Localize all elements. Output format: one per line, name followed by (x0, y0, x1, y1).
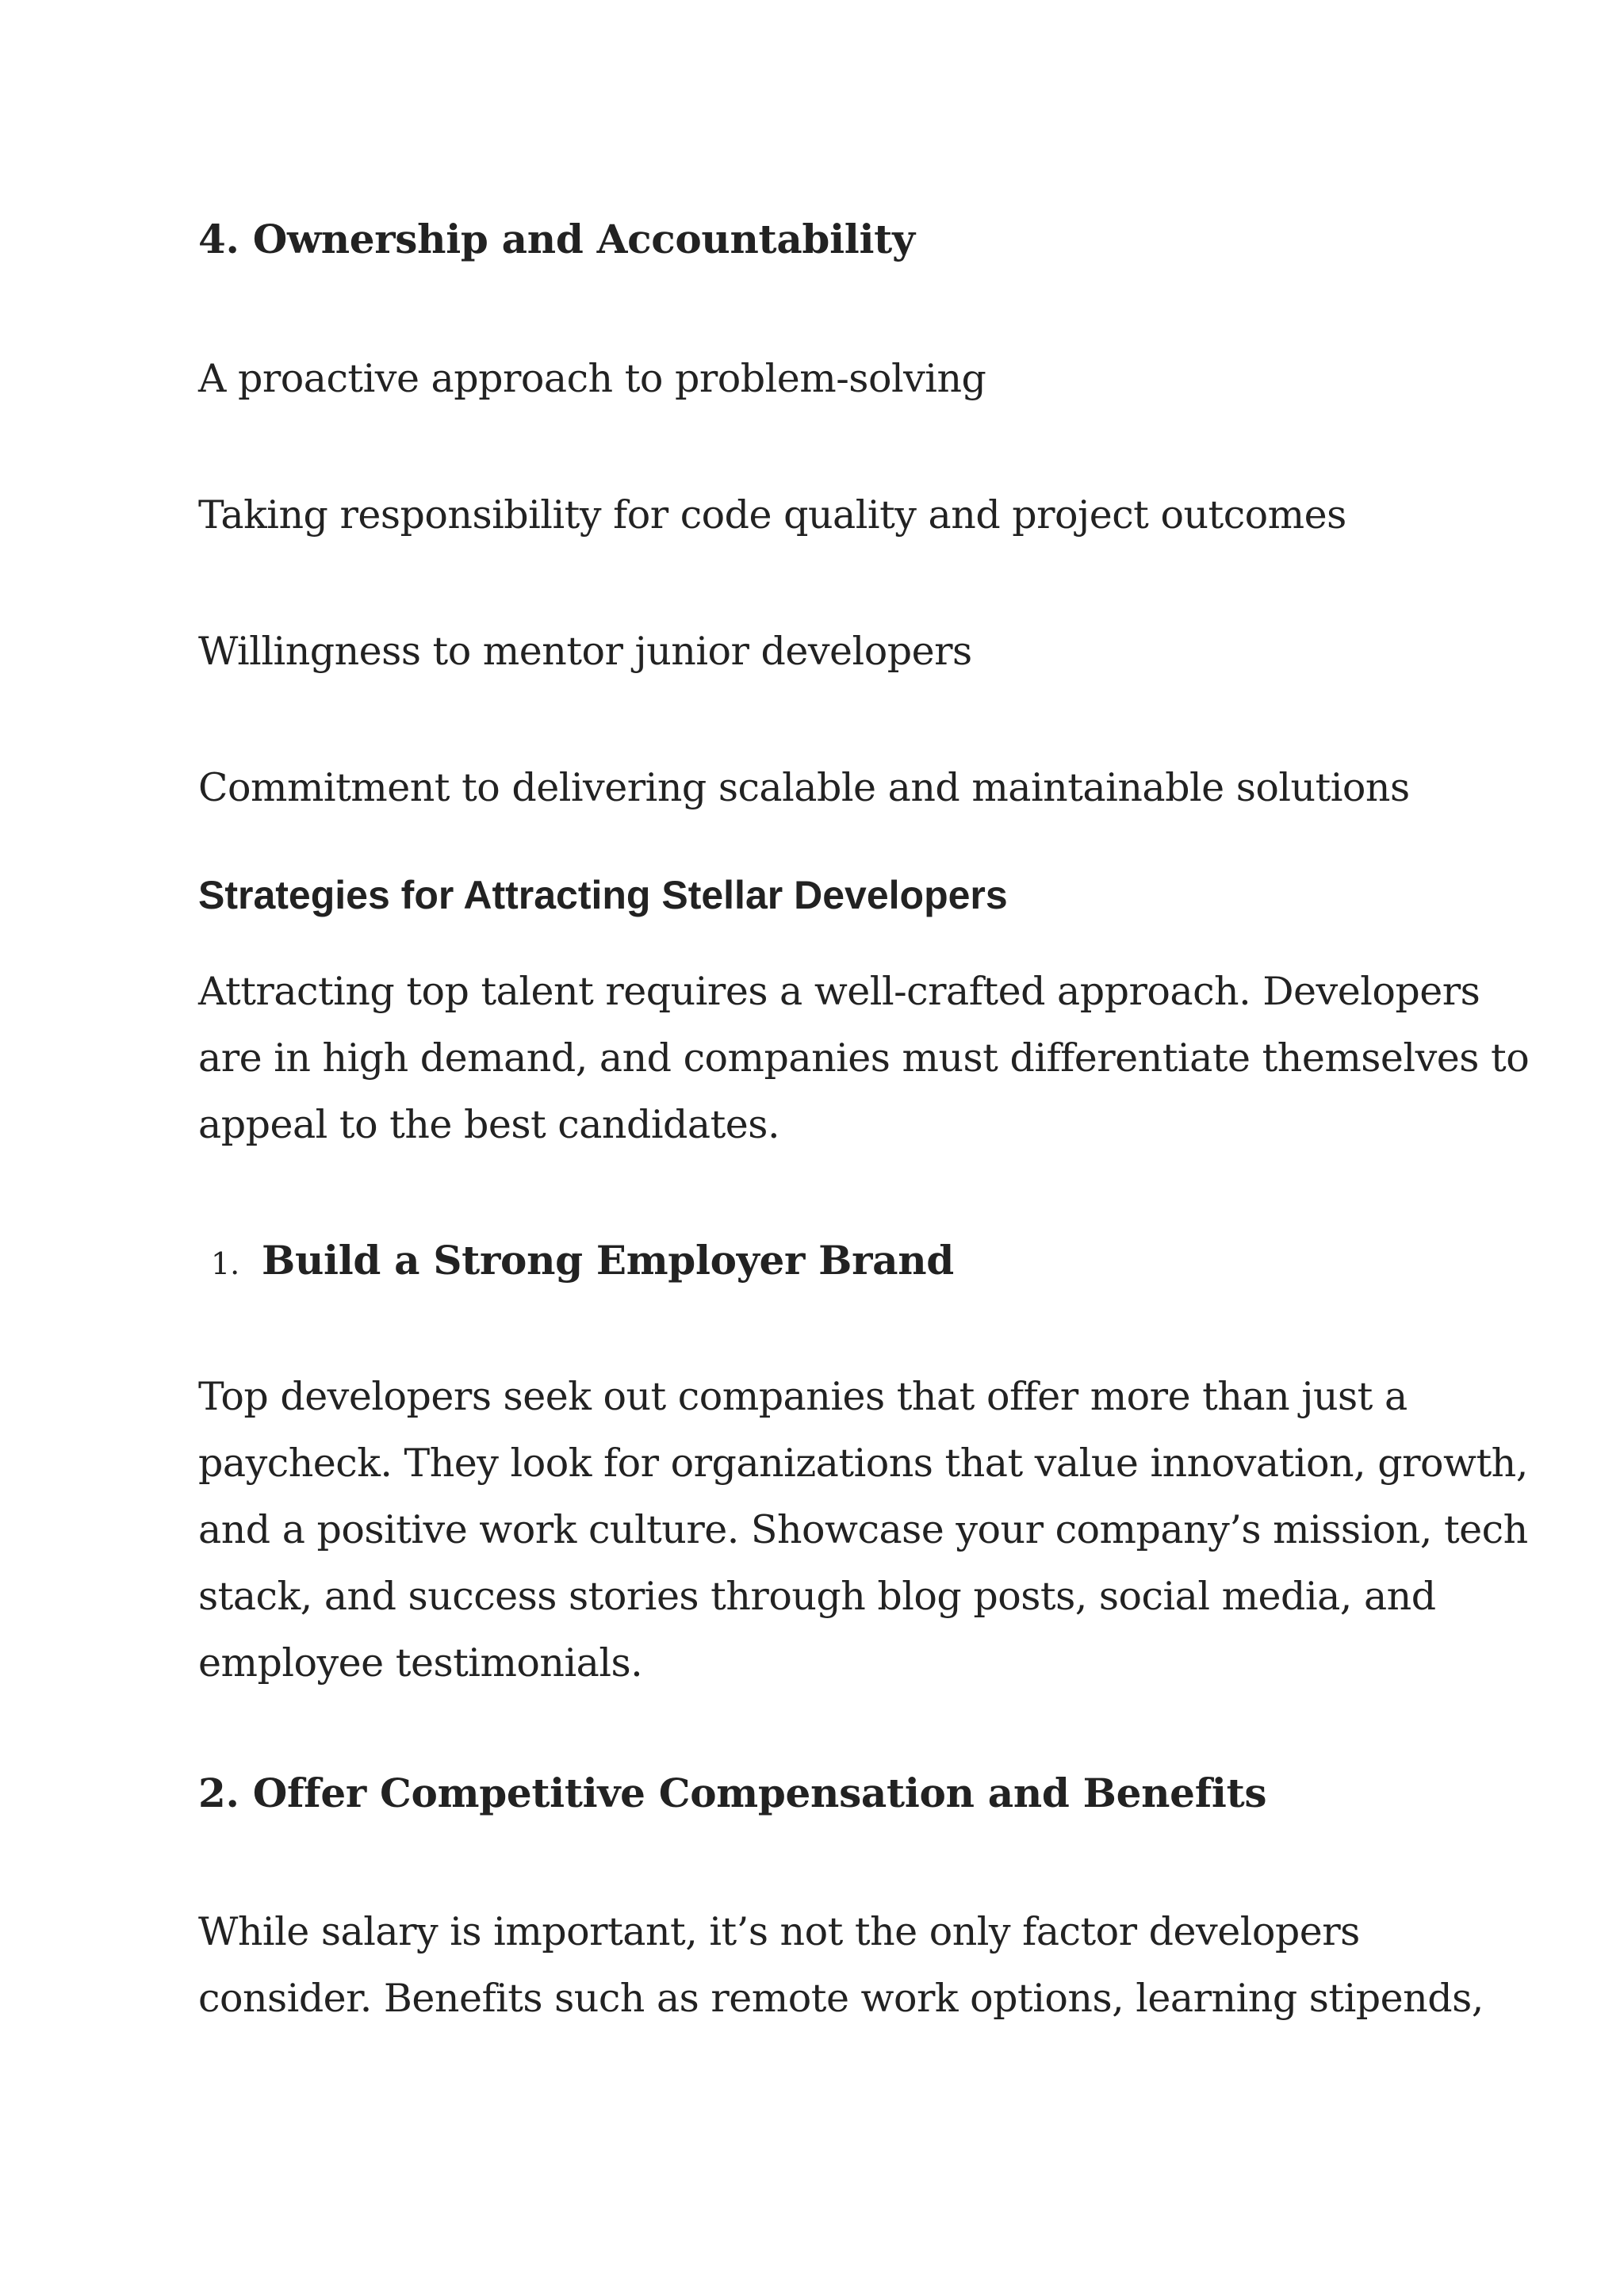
ownership-item-3: Willingness to mentor junior developers (198, 629, 972, 674)
employer-brand-heading: Build a Strong Employer Brand (262, 1237, 954, 1284)
section-heading-strategies: Strategies for Attracting Stellar Developers (198, 873, 1008, 917)
ownership-item-1: A proactive approach to problem-solving (198, 356, 986, 401)
paragraph-line: stack, and success stories through blog posts, social media, and (198, 1574, 1436, 1619)
paragraph-line: employee testimonials. (198, 1640, 643, 1686)
ownership-item-2: Taking responsibility for code quality and project outcomes (198, 492, 1346, 538)
section-heading-compensation: 2. Offer Competitive Compensation and Benefits (198, 1770, 1267, 1816)
section-heading-ownership: 4. Ownership and Accountability (198, 216, 915, 262)
paragraph-line: appeal to the best candidates. (198, 1102, 780, 1147)
paragraph-line: paycheck. They look for organizations that value innovation, growth, (198, 1441, 1528, 1486)
employer-brand-paragraph (198, 1364, 1528, 1697)
list-number: 1. (211, 1246, 240, 1281)
ownership-item-4: Commitment to delivering scalable and maintainable solutions (198, 765, 1410, 810)
numbered-heading-employer-brand (198, 1237, 954, 1284)
paragraph-line: While salary is important, it’s not the only factor developers (198, 1909, 1360, 1954)
paragraph-line: and a positive work culture. Showcase your company’s mission, tech (198, 1507, 1528, 1552)
compensation-paragraph (198, 1899, 1484, 2032)
paragraph-line: consider. Benefits such as remote work options, learning stipends, (198, 1976, 1484, 2021)
paragraph-line: Top developers seek out companies that offer more than just a (198, 1374, 1408, 1419)
paragraph-line: Attracting top talent requires a well-crafted approach. Developers (198, 969, 1480, 1014)
strategies-intro-paragraph (198, 959, 1529, 1158)
paragraph-line: are in high demand, and companies must differentiate themselves to (198, 1035, 1530, 1081)
